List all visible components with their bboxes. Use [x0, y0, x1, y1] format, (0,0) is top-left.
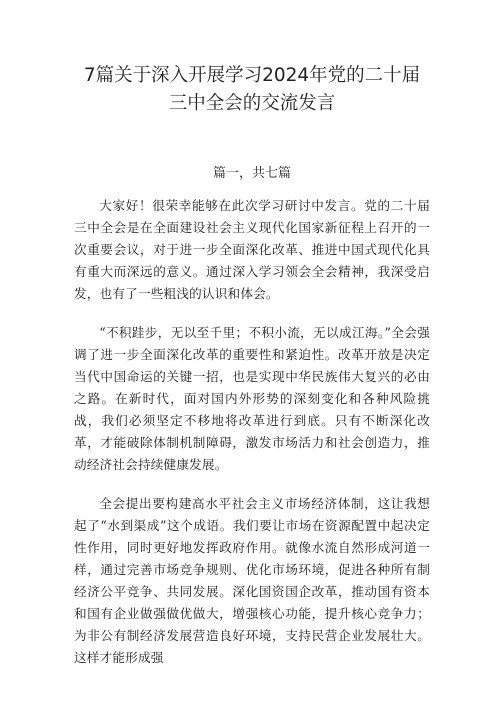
title-line-1: 7篇关于深入开展学习2024年党的二十届 [83, 65, 421, 86]
title-line-2: 三中全会的交流发言 [168, 93, 336, 114]
paragraph-1: 大家好！很荣幸能够在此次学习研讨中发言。党的二十届三中全会是在全面建设社会主义现代化国家新征程上召开的一次重要会议，对于进一步全面深化改革、推进中国式现代化具有重大而深远的意义。通过深入学习领会全会精神，我深受启发，也有了一些粗浅的认识和体会。 [74, 198, 430, 301]
paragraph-3: 全会提出要构建高水平社会主义市场经济体制，这让我想起了“水到渠成”这个成语。我们要让市场在资源配置中起决定性作用，同时更好地发挥政府作用。就像水流自然形成河道一样，通过完善市场竞争规则、优化市场环境，促进各种所有制经济公平竞争、共同发展。深化国资国企改革，推动国有资本和国有企业做强做优做大，增强核心功能，提升核心竞争力；为非公有制经济发展营造良好环境，支持民营企业发展壮大。这样才能形成强 [74, 496, 430, 665]
paragraph-2: “不积跬步，无以至千里；不积小流，无以成江海。”全会强调了进一步全面深化改革的重要性和紧迫性。改革开放是决定当代中国命运的关键一招，也是实现中华民族伟大复兴的必由之路。在新时代，面对国内外形势的深刻变化和各种风险挑战，我们必须坚定不移地将改革进行到底。只有不断深化改革，才能破除体制机制障碍，激发市场活力和社会创造力，推动经济社会持续健康发展。 [74, 325, 430, 472]
document-title [74, 62, 430, 118]
section-subheading: 篇一，共七篇 [212, 166, 291, 181]
